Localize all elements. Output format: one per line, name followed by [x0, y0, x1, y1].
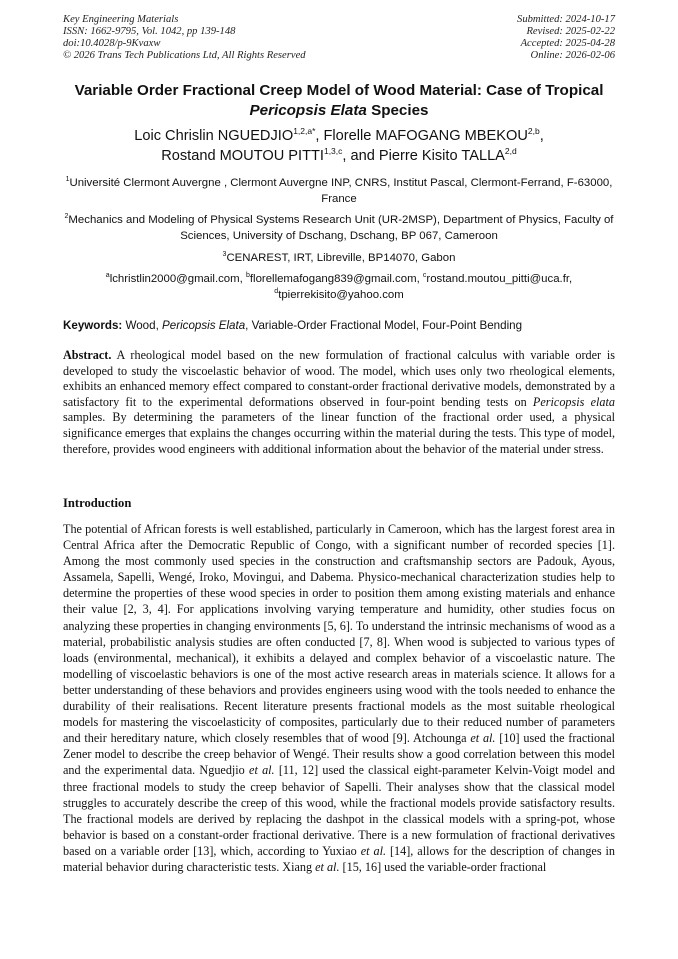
keywords: Keywords: Wood, Pericopsis Elata, Variable-Order Fractional Model, Four-Point Bending	[63, 319, 523, 332]
email-link[interactable]: florellemafogang839@gmail.com,	[249, 273, 423, 285]
online-date: Online: 2026-02-06	[530, 50, 615, 61]
email-link[interactable]: tpierrekisito@yahoo.com	[278, 289, 404, 301]
abstract: Abstract. A rheological model based on the new formulation of fractional calculus with variable order is developed to study the viscoelastic behavior of wood. The model, which uses only two rheological elements, exhibits an enhanced memory effect compared to constant-order fractional derivative models, demonstrated by a satisfactory fit to the experimental deformations observed in four-point bending tests on Pericopsis elata samples. By determining the parameters of the linear function of the fractional order used, a physical significance emerges that explains the changes occurring within the material during the tests. This type of model, therefore, provides wood engineers with additional information about the behavior of the material under stress.	[63, 348, 615, 456]
email-link[interactable]: rostand.moutou_pitti@uca.fr,	[426, 273, 573, 285]
dates-header	[415, 14, 615, 62]
journal-header	[63, 14, 393, 62]
author-name: Loic Chrislin NGUEDJIO	[134, 128, 294, 144]
email-link[interactable]: lchristlin2000@gmail.com,	[109, 273, 246, 285]
author-name: Pierre Kisito TALLA	[378, 148, 505, 164]
author-list: Loic Chrislin $NGUEDJIO^{1,2,a*}$, Florelle MAFOGANG MBEKOU$^{2,b}$, Rostand MOUTOU PITTI$^{1,3,c}$, and Pierre Kisito TALLA$^{2,d}$	[134, 126, 544, 164]
author-name: Florelle MAFOGANG MBEKOU	[323, 128, 528, 144]
keywords-label: Keywords:	[63, 319, 123, 332]
submitted-date: Submitted: 2024-10-17	[517, 14, 615, 25]
issn-volume: ISSN: 1662-9795, Vol. 1042, pp 139-148	[63, 26, 236, 37]
affiliation-2: $^2$Mechanics and Modeling of Physical Systems Research Unit (UR-2MSP), Department of Physics, Faculty of Sciences, University of Dschang, Dschang, BP 067, Cameroon	[64, 213, 614, 242]
accepted-date: Accepted: 2025-04-28	[520, 38, 615, 49]
author-affiliation-mark: 1,2,a*	[293, 126, 316, 136]
introduction-paragraph: The potential of African forests is well established, particularly in Cameroon, which has the largest forest area in Central Africa after the Democratic Republic of Congo, with a significant number of recorded species [1]. Among the most commonly used species in the construction and craftsmanship sectors are Padouk, Ayous, Assamela, Sapelli, Wengé, Iroko, Movingui, and Dabema. Physico-mechanical characterization studies help to determine the properties of these wood species in order to position them among existing materials and enhance their value [2, 3, 4]. For applications involving varying temperature and humidity, other studies focus on analyzing these properties in changing environments [5, 6]. To understand the intrinsic mechanisms of wood as a material, probabilistic analysis studies are often conducted [7, 8]. When wood is subjected to various types of loads (environmental, mechanical), it exhibits a delayed and complex behavior of a viscoelastic nature. The modelling of viscoelastic behaviors is one of the most active research areas in materials science. It allows for a better understanding of these behaviors and provides engineers using wood with the tools needed to enhance the durability of their realisations. Recent literature presents fractional models as the most suitable rheological models for mastering the viscoelasticity of composites, particularly due to their reduced number of parameters and their hereditary nature, which closely resembles that of wood [9]. Atchounga et al. [10] used the fractional Zener model to describe the creep behavior of Wengé. Their results show a good correlation between this model and the experimental data. Nguedjio et al. [11, 12] used the classical eight-parameter Kelvin-Voigt model and three fractional models to study the creep behavior of Sapelli. Their analyses show that the classical model struggles to accurately describe the creep of this wood, while the fractional models provide satisfactory results. The fractional models are derived by replacing the dashpot in the classical models with a spring-pot, whose behavior is based on a constant-order fractional derivative. There is a new formulation of fractional derivatives based on a variable order [13], which, according to Yuxiao et al. [14], allows for the description of changes in material behavior during characteristic tests. Xiang et al. [15, 16] used the variable-order fractional	[63, 522, 616, 874]
copyright: © 2026 Trans Tech Publications Ltd, All Rights Reserved	[63, 50, 306, 61]
journal-name: Key Engineering Materials	[63, 14, 179, 25]
doi[interactable]: doi:10.4028/p-9Kvaxw	[63, 38, 161, 49]
abstract-label: Abstract.	[63, 348, 112, 362]
affiliation-1: $^1$Université Clermont Auvergne , Clermont Auvergne INP, CNRS, Institut Pascal, Clermont-Ferrand, F-63000, France	[65, 176, 613, 205]
author-name: Rostand MOUTOU PITTI	[161, 148, 324, 164]
author-affiliation-mark: 2,d	[504, 146, 517, 156]
paper-title: Variable Order Fractional Creep Model of Wood Material: Case of Tropical Pericopsis Elata Species	[74, 82, 604, 119]
title-species: Pericopsis Elata	[249, 102, 367, 119]
author-affiliation-mark: 2,b	[527, 126, 540, 136]
affiliation-3: $^3$CENAREST, IRT, Libreville, BP14070, Gabon	[222, 251, 456, 264]
section-heading-introduction: Introduction	[63, 496, 132, 510]
author-emails: $^a$lchristlin2000@gmail.com, $^b$florellemafogang839@gmail.com, $^c$rostand.moutou_pitti@uca.fr, $^d$tpierrekisito@yahoo.com	[105, 272, 573, 301]
author-affiliation-mark: 1,3,c	[323, 146, 343, 156]
revised-date: Revised: 2025-02-22	[526, 26, 615, 37]
